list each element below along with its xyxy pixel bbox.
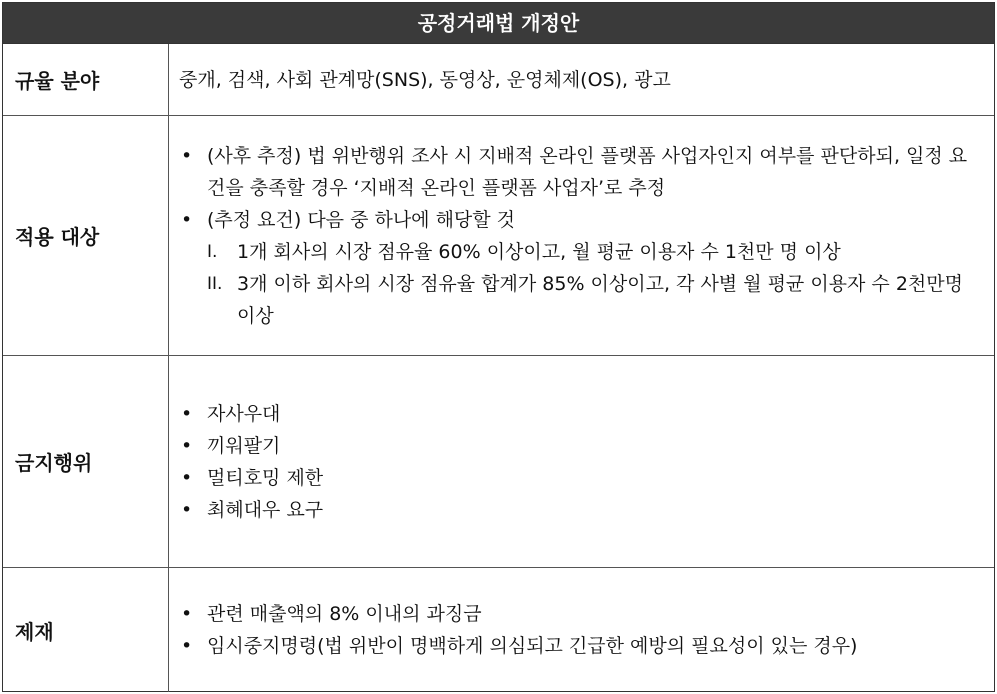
row-label-scope: 규율 분야 [3, 44, 169, 115]
sub-item-text: 1개 회사의 시장 점유율 60% 이상이고, 월 평균 이용자 수 1천만 명 이상 [237, 240, 841, 263]
sub-item-number: II. [207, 273, 223, 294]
row-label-sanction: 제재 [3, 568, 169, 692]
list-item [179, 204, 976, 236]
bullet-icon: • [181, 434, 193, 457]
bullet-icon: • [181, 144, 193, 167]
bullet-icon: • [181, 635, 193, 657]
row-content-sanction [169, 568, 994, 692]
list-item [179, 140, 976, 204]
sanction-item: 임시중지명령(법 위반이 명백하게 의심되고 긴급한 예방의 필요성이 있는 경우) [207, 635, 858, 657]
row-label-prohibited: 금지행위 [3, 356, 169, 567]
row-scope [3, 44, 994, 116]
list-item [179, 598, 976, 630]
sub-item-text: 3개 이하 회사의 시장 점유율 합계가 85% 이상이고, 각 사별 월 평균 이용자 수 2천만명 이상 [237, 272, 963, 327]
bullet-icon: • [181, 402, 193, 425]
bullet-icon: • [181, 208, 193, 231]
list-item [179, 430, 976, 462]
bullet-icon: • [181, 466, 193, 489]
sub-item [179, 268, 976, 332]
target-bullet-1: (사후 추정) 법 위반행위 조사 시 지배적 온라인 플랫폼 사업자인지 여부를 판단하되, 일정 요건을 충족할 경우 ‘지배적 온라인 플랫폼 사업자’로 추정 [207, 144, 968, 199]
table-title: 공정거래법 개정안 [3, 3, 994, 44]
prohibited-item: 최혜대우 요구 [207, 498, 324, 521]
list-item [179, 398, 976, 430]
row-target [3, 116, 994, 356]
bullet-icon: • [181, 603, 193, 625]
list-item [179, 462, 976, 494]
bullet-icon: • [181, 498, 193, 521]
sub-item [179, 236, 976, 268]
prohibited-item: 멀티호밍 제한 [207, 466, 324, 489]
list-item [179, 494, 976, 526]
prohibited-item: 끼워팔기 [207, 434, 281, 457]
list-item [179, 630, 976, 662]
row-label-target: 적용 대상 [3, 116, 169, 355]
prohibited-item: 자사우대 [207, 402, 281, 425]
row-content-scope [169, 44, 994, 115]
sub-item-number: I. [207, 241, 218, 262]
row-sanction [3, 568, 994, 692]
scope-text: 중개, 검색, 사회 관계망(SNS), 동영상, 운영체제(OS), 광고 [179, 68, 671, 91]
row-content-prohibited [169, 356, 994, 567]
amendment-table [2, 2, 995, 692]
row-prohibited [3, 356, 994, 568]
sanction-item: 관련 매출액의 8% 이내의 과징금 [207, 603, 482, 625]
target-bullet-2: (추정 요건) 다음 중 하나에 해당할 것 [207, 208, 516, 231]
row-content-target [169, 116, 994, 355]
